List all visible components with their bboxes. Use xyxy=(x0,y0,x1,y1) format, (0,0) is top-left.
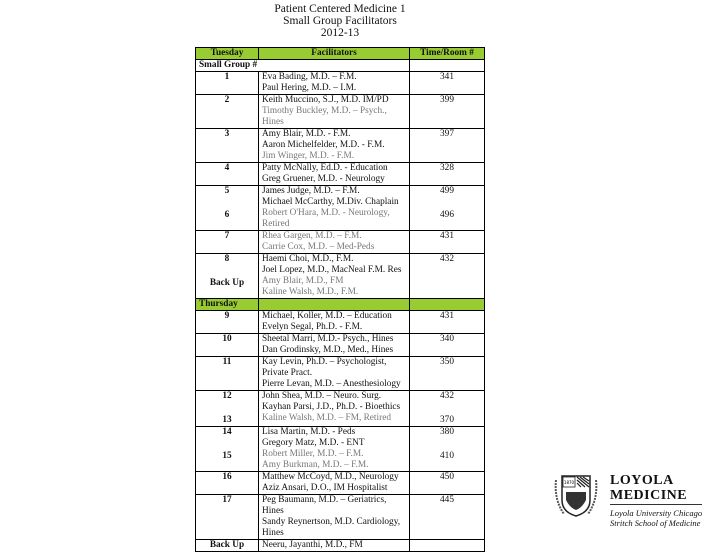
facilitators-cell xyxy=(259,163,410,186)
room-cell xyxy=(410,186,485,231)
group-number-cell xyxy=(196,540,259,552)
facilitator-name: Lisa Martin, M.D. - Peds xyxy=(262,427,356,437)
document-subtitle: Small Group Facilitators xyxy=(283,15,397,27)
facilitator-name: James Judge, M.D. – F.M. xyxy=(262,186,360,196)
table-row xyxy=(196,334,485,357)
room-number: 397 xyxy=(440,129,454,139)
facilitator-name: Neeru, Jayanthi, M.D., FM xyxy=(262,540,363,550)
facilitators-cell xyxy=(259,311,410,334)
facilitator-name: Joel Lopez, M.D., MacNeal F.M. Res xyxy=(262,265,402,275)
facilitator-name: Patty McNally, Ed.D. - Education xyxy=(262,163,388,173)
room-number: 350 xyxy=(440,357,454,367)
facilitator-name: Pierre Levan, M.D. – Anesthesiology xyxy=(262,379,401,389)
room-number: 445 xyxy=(440,495,454,505)
group-number: Back Up xyxy=(209,278,245,288)
room-number: 432 xyxy=(440,391,454,401)
group-number: 4 xyxy=(224,163,230,173)
facilitator-name: Gregory Matz, M.D. - ENT xyxy=(262,438,365,448)
facilitator-name: Kay Levin, Ph.D. – Psychologist, Private Pract. xyxy=(262,357,387,378)
facilitator-name: Robert O'Hara, M.D. - Neurology, Retired xyxy=(262,208,390,229)
group-number-cell xyxy=(196,391,259,427)
group-number-cell xyxy=(196,129,259,163)
group-number: 9 xyxy=(224,311,230,321)
table-row xyxy=(196,357,485,391)
room-number: 450 xyxy=(440,472,454,482)
group-number-cell xyxy=(196,254,259,299)
facilitators-cell xyxy=(259,334,410,357)
facilitators-cell xyxy=(259,357,410,391)
group-number: 15 xyxy=(222,451,232,461)
facilitator-name: Jim Winger, M.D. - F.M. xyxy=(262,151,355,161)
facilitators-cell xyxy=(259,472,410,495)
facilitator-name: Kaline Walsh, M.D., F.M. xyxy=(262,287,359,297)
facilitator-name: Peg Baumann, M.D. – Geriatrics, Hines xyxy=(262,495,387,516)
room-number: 370 xyxy=(440,415,454,425)
loyola-crest-icon xyxy=(552,470,600,520)
room-number: 410 xyxy=(440,451,454,461)
facilitator-name: Michael, Koller, M.D. – Education xyxy=(262,311,392,321)
facilitator-name: Kaline Walsh, M.D. – FM, Retired xyxy=(262,413,391,423)
group-number: 5 xyxy=(224,186,230,196)
table-row xyxy=(196,427,485,472)
facilitators-cell xyxy=(259,72,410,95)
group-number-cell xyxy=(196,186,259,231)
facilitator-name: Sandy Reynertson, M.D. Cardiology, Hines xyxy=(262,517,401,538)
facilitator-name: Carrie Cox, M.D. – Med-Peds xyxy=(262,242,375,252)
room-cell xyxy=(410,231,485,254)
facilitator-name: Kayhan Parsi, J.D., Ph.D. - Bioethics xyxy=(262,402,401,412)
facilitators-cell xyxy=(259,186,410,231)
facilitator-name: Robert Miller, M.D. – F.M. xyxy=(262,449,364,459)
facilitator-name: Amy Blair, M.D. - F.M. xyxy=(262,129,351,139)
facilitator-name: Aziz Ansari, D.O., IM Hospitalist xyxy=(262,483,388,493)
group-number-cell xyxy=(196,495,259,540)
room-number: 328 xyxy=(440,163,454,173)
group-number-cell xyxy=(196,334,259,357)
group-number: 11 xyxy=(222,357,232,367)
facilitator-name: Sheetal Marri, M.D.- Psych., Hines xyxy=(262,334,394,344)
table-row xyxy=(196,311,485,334)
facilitator-name: Keith Muccino, S.J., M.D. IM/PD xyxy=(262,95,389,105)
table-row xyxy=(196,391,485,427)
facilitator-name: Timothy Buckley, M.D. – Psych., Hines xyxy=(262,106,387,127)
facilitator-name: Eva Bading, M.D. – F.M. xyxy=(262,72,357,82)
group-number: 7 xyxy=(224,231,230,241)
facilitators-cell xyxy=(259,540,410,552)
room-cell xyxy=(410,95,485,129)
room-number: 432 xyxy=(440,254,454,264)
logo-divider xyxy=(610,504,702,505)
facilitator-name: Rhea Gargen, M.D. – F.M. xyxy=(262,231,362,241)
facilitator-name: Haemi Choi, M.D., F.M. xyxy=(262,254,354,264)
group-number-cell xyxy=(196,427,259,472)
table-row xyxy=(196,231,485,254)
room-number: 341 xyxy=(440,72,454,82)
group-number-cell xyxy=(196,95,259,129)
facilitator-name: Matthew McCoyd, M.D., Neurology xyxy=(262,472,399,482)
group-number-cell xyxy=(196,231,259,254)
room-cell xyxy=(410,72,485,95)
small-group-label: Small Group # xyxy=(196,60,410,72)
group-number: 2 xyxy=(224,95,230,105)
table-row xyxy=(196,472,485,495)
table-header xyxy=(196,48,485,60)
logo-school: Loyola University Chicago Stritch School of Medicine xyxy=(610,508,703,528)
room-number: 499 xyxy=(440,186,454,196)
group-number: 1 xyxy=(224,72,230,82)
group-number-cell xyxy=(196,163,259,186)
room-cell xyxy=(410,129,485,163)
room-number: 399 xyxy=(440,95,454,105)
room-cell xyxy=(410,540,485,552)
group-number: 14 xyxy=(222,427,232,437)
group-number-cell xyxy=(196,357,259,391)
small-group-row xyxy=(196,60,485,72)
facilitator-name: Dan Grodinsky, M.D., Med., Hines xyxy=(262,345,394,355)
table-row xyxy=(196,163,485,186)
header-facilitators: Facilitators xyxy=(259,48,410,60)
table-row xyxy=(196,186,485,231)
facilitators-cell xyxy=(259,129,410,163)
group-number-cell xyxy=(196,311,259,334)
facilitators-cell xyxy=(259,427,410,472)
room-cell xyxy=(410,427,485,472)
facilitators-table xyxy=(195,47,485,552)
group-number: 3 xyxy=(224,129,230,139)
room-cell xyxy=(410,495,485,540)
group-number-cell xyxy=(196,72,259,95)
table-row xyxy=(196,72,485,95)
group-number: 10 xyxy=(222,334,232,344)
room-cell xyxy=(410,334,485,357)
svg-text:1870: 1870 xyxy=(563,480,575,485)
facilitator-name: Amy Burkman, M.D. – F.M. xyxy=(262,460,369,470)
room-cell xyxy=(410,391,485,427)
facilitators-cell xyxy=(259,391,410,427)
thursday-label: Thursday xyxy=(196,299,259,311)
facilitators-cell xyxy=(259,95,410,129)
facilitator-name: Evelyn Segal, Ph.D. - F.M. xyxy=(262,322,363,332)
group-number: 12 xyxy=(222,391,232,401)
facilitator-name: Michael McCarthy, M.Div. Chaplain xyxy=(262,197,399,207)
table-row xyxy=(196,129,485,163)
facilitator-name: Aaron Michelfelder, M.D. - F.M. xyxy=(262,140,385,150)
facilitator-name: Greg Gruener, M.D. - Neurology xyxy=(262,174,385,184)
room-cell xyxy=(410,311,485,334)
group-number: 17 xyxy=(222,495,232,505)
group-number: 16 xyxy=(222,472,232,482)
facilitators-cell xyxy=(259,495,410,540)
header-day: Tuesday xyxy=(196,48,259,60)
room-number: 340 xyxy=(440,334,454,344)
room-number: 380 xyxy=(440,427,454,437)
facilitators-cell xyxy=(259,254,410,299)
table-row xyxy=(196,495,485,540)
room-cell xyxy=(410,163,485,186)
header-room: Time/Room # xyxy=(410,48,485,60)
thursday-row xyxy=(196,299,485,311)
group-number-cell xyxy=(196,472,259,495)
group-number: Back Up xyxy=(209,540,245,550)
facilitator-name: Amy Blair, M.D., FM xyxy=(262,276,344,286)
room-cell xyxy=(410,472,485,495)
table-row xyxy=(196,95,485,129)
facilitator-name: Paul Hering, M.D. – I.M. xyxy=(262,83,357,93)
table-row xyxy=(196,254,485,299)
group-number: 13 xyxy=(222,415,232,425)
logo-wordmark: LOYOLA MEDICINE xyxy=(610,473,688,503)
facilitator-name: John Shea, M.D. – Neuro. Surg. xyxy=(262,391,382,401)
room-number: 431 xyxy=(440,311,454,321)
facilitators-cell xyxy=(259,231,410,254)
room-cell xyxy=(410,254,485,299)
room-number: 496 xyxy=(440,210,454,220)
group-number: 8 xyxy=(224,254,230,264)
table-row xyxy=(196,540,485,552)
document-title: Patient Centered Medicine 1 xyxy=(274,3,406,15)
group-number: 6 xyxy=(224,210,230,220)
document-year: 2012-13 xyxy=(320,27,360,39)
room-number: 431 xyxy=(440,231,454,241)
room-cell xyxy=(410,357,485,391)
